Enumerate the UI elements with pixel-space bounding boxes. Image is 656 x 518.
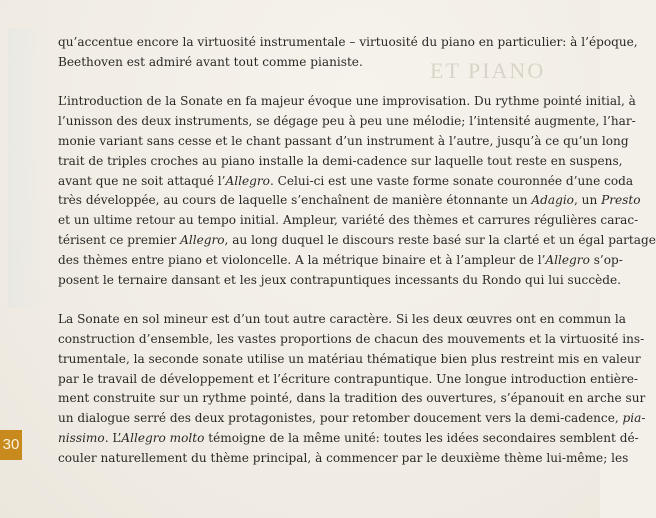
text-line [58,429,639,449]
italic-text: Allegro [545,252,590,267]
text-line [58,132,629,152]
text-line [58,251,623,271]
text-line [58,310,626,330]
text-run: La Sonate en sol mineur est d’un tout autre caractère. Si les deux œuvres ont en commun la [58,312,626,327]
show-through-block [8,28,48,308]
paragraph [58,33,638,73]
text-run: monie variant sans cesse et le chant passant d’un instrument à l’autre, jusqu’à ce qu’un long [58,133,629,148]
paragraph [58,310,646,468]
text-line [58,370,638,390]
text-run: l’unisson des deux instruments, se dégage peu à peu une mélodie; l’intensité augmente, l’har- [58,114,636,129]
text-run: trumentale, la seconde sonate utilise un matériau thématique bien plus restreint mis en valeur [58,351,641,366]
text-run: Beethoven est admiré avant tout comme pianiste. [58,54,363,69]
show-through-title: ET PIANO [430,58,546,83]
text-run: construction d’ensemble, les vastes proportions de chacun des mouvements et la virtuosité ins- [58,331,645,346]
text-run: . L’ [104,430,122,445]
text-run: térisent ce premier [58,232,181,247]
text-line [58,33,638,53]
text-run: , un [573,193,602,208]
italic-text: Presto [601,193,641,208]
page-number: 30 [0,430,22,460]
text-run: . Celui-ci est une vaste forme sonate couronnée d’une coda [269,173,634,188]
text-line [58,191,641,211]
italic-text: pia- [622,411,646,426]
text-run: ment construite sur un rythme pointé, dans la tradition des ouvertures, s’épanouit en arche sur [58,391,646,406]
text-line [58,271,622,291]
italic-text: Allegro [180,232,225,247]
italic-text: Allegro molto [121,430,205,445]
text-run: avant que ne soit attaqué l’ [58,173,226,188]
body-text [58,33,656,469]
text-run: posent le ternaire dansant et les jeux contrapuntiques incessants du Rondo qui lui succède. [58,272,622,287]
italic-text: Adagio [531,193,574,208]
text-line [58,330,645,350]
text-line [58,409,646,429]
italic-text: Allegro [225,173,270,188]
text-run: trait de triples croches au piano installe la demi-cadence sur laquelle tout reste en suspens, [58,153,623,168]
text-run: par le travail de développement et l’écriture contrapuntique. Une longue introduction entière- [58,371,638,386]
paragraph [58,92,656,290]
text-line [58,112,636,132]
text-run: un dialogue serré des deux protagonistes, pour retomber doucement vers la demi-cadence, [58,411,623,426]
text-run: s’op- [589,252,623,267]
text-line [58,53,537,73]
text-run: , au long duquel le discours reste basé sur la clarté et un égal partage [224,232,656,247]
text-run: couler naturellement du thème principal, à commencer par le deuxième thème lui-même; les [58,450,629,465]
text-run: très développée, au cours de laquelle s’enchaînent de manière étonnante un [58,193,532,208]
text-line [58,211,639,231]
text-line [58,172,634,192]
text-run: L’introduction de la Sonate en fa majeur évoque une improvisation. Du rythme pointé initial, à [58,94,636,109]
italic-text: nissimo [58,430,105,445]
text-run: témoigne de la même unité: toutes les idées secondaires semblent dé- [204,430,639,445]
text-line [58,152,623,172]
text-line [58,350,641,370]
text-line [58,92,636,112]
text-line [58,389,646,409]
text-run: et un ultime retour au tempo initial. Ampleur, variété des thèmes et carrures régulières carac- [58,213,639,228]
text-line [58,449,629,469]
text-run: qu’accentue encore la virtuosité instrumentale – virtuosité du piano en particulier: à l’époque, [58,35,638,49]
text-line [58,231,656,251]
text-run: des thèmes entre piano et violoncelle. A la métrique binaire et à l’ampleur de l’ [58,252,546,267]
